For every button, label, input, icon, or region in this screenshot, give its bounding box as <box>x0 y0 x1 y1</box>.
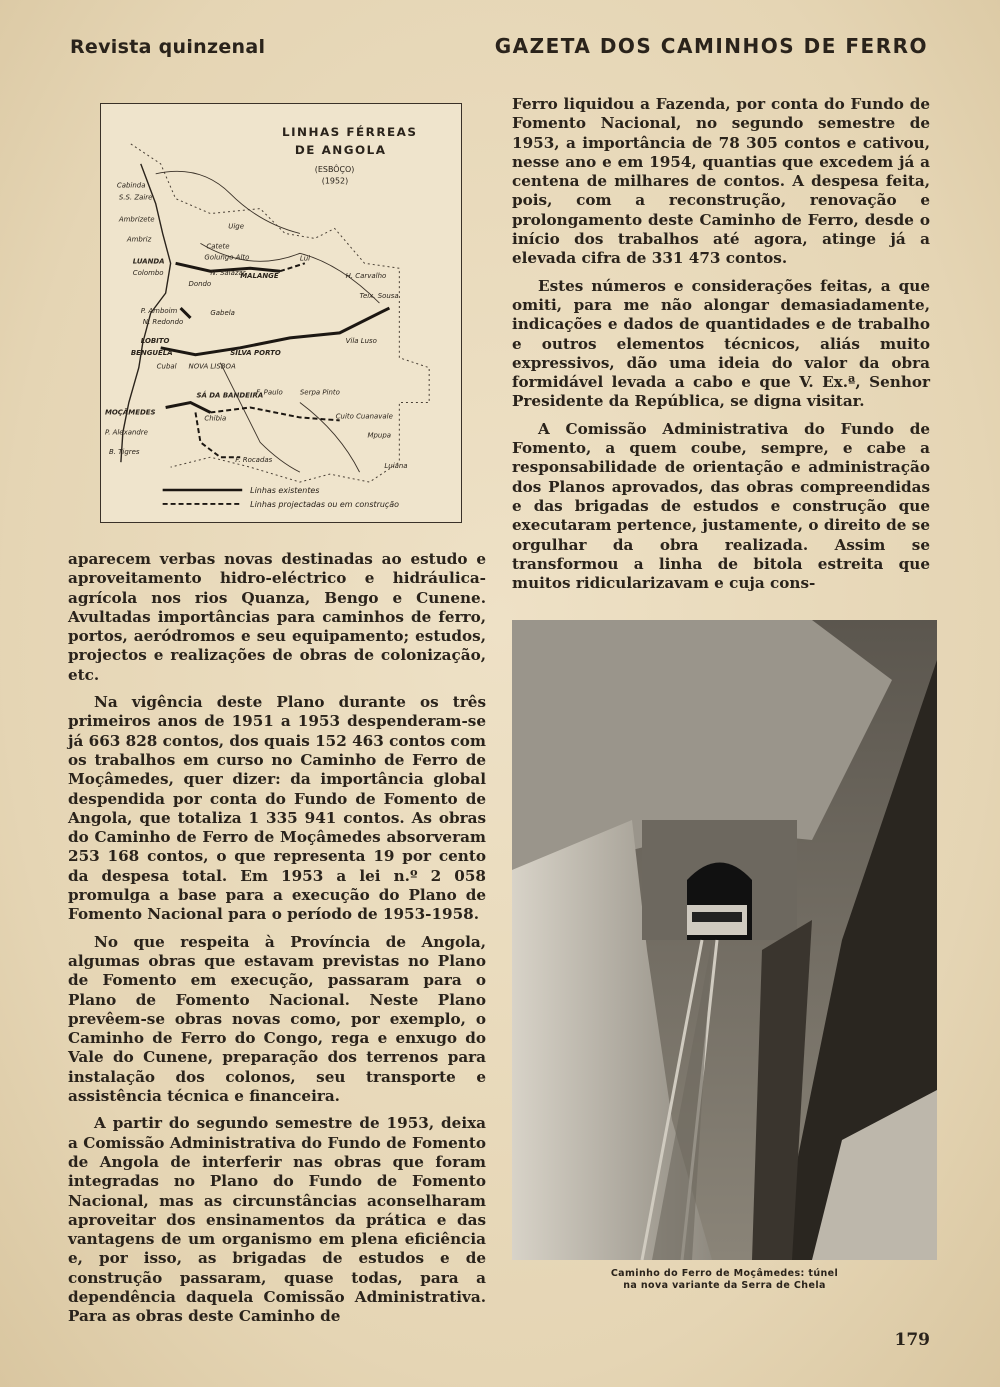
place-sazaire: S.S. Zaire <box>118 193 153 202</box>
place-ambrizete: Ambrizete <box>118 215 155 224</box>
right-paragraph-3: A Comissão Administrativa do Fundo de Fomento, a quem coube, sempre, e cabe a responsabilidade de orientação e administração dos Planos aprovados, das obras compreendidas e das brigadas de estudos e construção que executaram pertence, justamente, o direito de se orgulhar da obra realizada. Assim se transformou a linha de bitola estreita que muitos ridicularizavam e cuja cons- <box>512 419 930 593</box>
right-paragraph-1: Ferro liquidou a Fazenda, por conta do Fundo de Fomento Nacional, no segundo semestre de 1953, a importância de 78 305 contos e cativou, nesse ano e em 1954, quantias que excedem já a centena de milhares de contos. A despesa feita, pois, com a reconstrução, renovação e prolongamento deste Caminho de Ferro, desde o início dos trabalhos até agora, atinge já a elevada cifra de 331 473 contos. <box>512 95 930 268</box>
place-redondo: N. Redondo <box>142 317 184 326</box>
place-serpapinto: Serpa Pinto <box>299 388 340 397</box>
tunnel-photo <box>512 620 937 1260</box>
place-alexandre: P. Alexandre <box>104 428 148 437</box>
place-mpupa: Mpupa <box>367 431 392 440</box>
page-number: 179 <box>894 1330 930 1350</box>
legend-projected: Linhas projectadas ou em construção <box>250 499 399 509</box>
left-paragraph-3: No que respeita à Província de Angola, algumas obras que estavam previstas no Plano de Fomento em execução, passaram para o Plano de Fomento Nacional. Neste Plano prevêem-se obras novas como, por exemplo, o Caminho de Ferro do Congo, rega e enxugo do Vale do Cunene, preparação dos terrenos para instalação dos colonos, seu transporte e assistência técnica e financeira. <box>68 932 486 1106</box>
left-column <box>68 550 486 1335</box>
left-paragraph-4: A partir do segundo semestre de 1953, deixa a Comissão Administrativa do Fundo de Fomento de Angola de interferir nas obras que foram integradas no Plano do Fundo de Fomento Nacional, mas as circunstâncias aconselharam aproveitar dos ensinamentos da prática e das vantagens de um organismo em plena eficiência e, por isso, as brigadas de estudos e de construção passaram, quase todas, para a dependência daquela Comissão Administrativa. Para as obras deste Caminho de <box>68 1114 486 1326</box>
map-title-1: LINHAS FÉRREAS <box>281 124 418 139</box>
place-bfipes: B. Tigres <box>108 448 140 457</box>
railway-map <box>100 103 462 523</box>
place-cuito: Cuito Cuanavale <box>335 412 393 421</box>
place-mocamedes: MOÇÂMEDES <box>104 408 156 417</box>
header-left: Revista quinzenal <box>70 36 266 58</box>
place-ambriz: Ambriz <box>126 235 152 244</box>
left-paragraph-1: aparecem verbas novas destinadas ao estudo e aproveitamento hidro-eléctrico e hidráulica-agrícola nos rios Quanza, Bengo e Cunene. Avultadas importâncias para caminhos de ferro, portos, aeródromos e seu equipamento; estudos, projectos e realizações de obras de colonização, etc. <box>68 550 486 684</box>
legend-existing: Linhas existentes <box>250 485 320 495</box>
place-benguela: BENGUELA <box>130 348 173 357</box>
caption-line-1: Caminho do Ferro de Moçâmedes: túnel <box>610 1268 839 1279</box>
place-luanda: LUANDA <box>132 257 165 266</box>
place-cubal: Cubal <box>156 362 177 371</box>
place-teixeira: Teix. Sousa <box>359 292 399 301</box>
map-title-2: DE ANGOLA <box>294 142 387 157</box>
place-carvalho: H. Carvalho <box>345 272 387 281</box>
place-lui: Lui <box>299 254 311 263</box>
place-catete: Catete <box>206 242 230 251</box>
place-luiana: Luiana <box>384 462 408 471</box>
photo-caption <box>512 1268 937 1292</box>
place-fpaulo: F. Paulo <box>256 388 283 397</box>
place-salazar: N. Salazar <box>210 269 246 278</box>
right-paragraph-2: Estes números e considerações feitas, a que omiti, para me não alongar demasiadamente, indicações e dados de quantidades e de trabalho e outros elementos técnicos, aliás muito expressivos, dão uma ideia do valor da obra formidável levada a cabo e que V. Ex.ª, Senhor Presidente da República, se digna visitar. <box>512 276 930 411</box>
place-uige: Uige <box>228 222 245 231</box>
place-gabela: Gabela <box>210 308 235 317</box>
left-paragraph-2: Na vigência deste Plano durante os três primeiros anos de 1951 a 1953 despenderam-se já 663 828 contos, dos quais 152 463 contos com os trabalhos em curso no Caminho de Ferro de Moçâmedes, quer dizer: da importância global despendida por conta do Fundo de Fomento de Angola, que totaliza 1 335 941 contos. As obras do Caminho de Ferro de Moçâmedes absorveram 253 168 contos, o que representa 19 por cento da despesa total. Em 1953 a lei n.º 2 058 promulga a base para a execução do Plano de Fomento Nacional para o período de 1953-1958. <box>68 693 486 924</box>
caption-line-2: na nova variante da Serra de Chela <box>623 1280 826 1291</box>
place-vilaluso: Vila Luso <box>345 336 377 345</box>
place-lobito: LOBITO <box>140 336 170 345</box>
place-dondo: Dondo <box>188 280 212 289</box>
map-drawing <box>101 104 461 522</box>
header-right: GAZETA DOS CAMINHOS DE FERRO <box>494 34 928 58</box>
place-frocadas: F. Rocadas <box>235 456 273 465</box>
place-novalisboa: NOVA LISBOA <box>188 362 236 371</box>
tunnel-photo-drawing <box>512 620 937 1260</box>
right-column <box>512 95 930 601</box>
map-subtitle-2: (1952) <box>321 176 349 186</box>
place-golungo: Golungo Alto <box>204 253 250 262</box>
place-amboim: P. Amboim <box>140 307 178 315</box>
place-sadabandeira: SÁ DA BANDEIRA <box>196 391 264 400</box>
place-colombo: Colombo <box>132 269 164 278</box>
place-chibia: Chibia <box>204 414 227 423</box>
place-malange: MALANGE <box>240 272 279 281</box>
place-cabinda: Cabinda <box>116 181 146 190</box>
place-silvaporto: SILVA PORTO <box>230 348 281 357</box>
map-subtitle-1: (ESBÔÇO) <box>314 164 355 174</box>
